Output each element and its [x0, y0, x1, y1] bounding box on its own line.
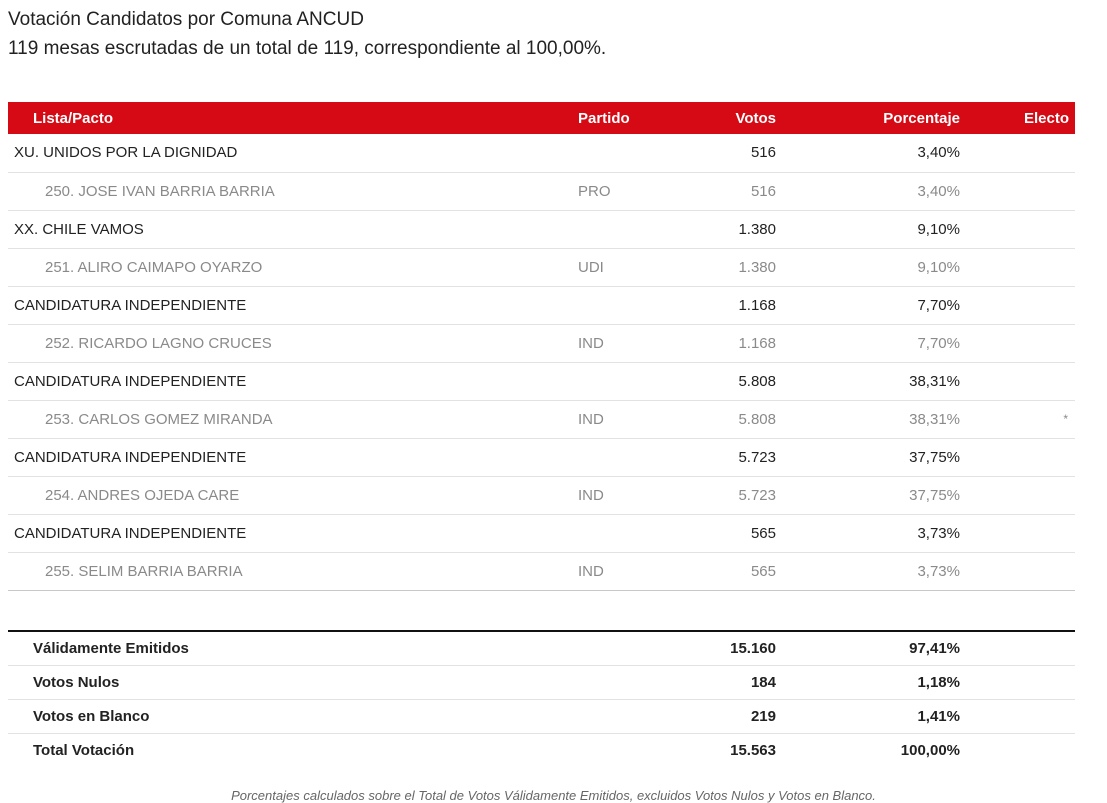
- cell-votes: 1.168: [738, 334, 776, 352]
- cell-party: [571, 362, 691, 400]
- totals-votes: 184: [750, 673, 776, 691]
- totals-label: Votos Nulos: [33, 673, 120, 691]
- totals-percentage: 1,18%: [917, 673, 960, 691]
- cell-percentage: 9,10%: [917, 258, 960, 276]
- totals-percentage: 97,41%: [909, 639, 960, 657]
- cell-votes: 565: [750, 524, 776, 542]
- cell-percentage: 7,70%: [917, 296, 960, 314]
- totals-empty: [960, 631, 1075, 665]
- totals-votes: 15.563: [730, 741, 776, 759]
- totals-table: [8, 630, 1075, 767]
- column-header-votos[interactable]: Votos: [735, 109, 776, 127]
- cell-name: XU. UNIDOS POR LA DIGNIDAD: [14, 144, 238, 162]
- cell-party: [571, 210, 691, 248]
- list-group-row: [8, 286, 1075, 324]
- cell-percentage: 9,10%: [917, 220, 960, 238]
- results-table: [8, 102, 1075, 591]
- totals-votes: 15.160: [730, 639, 776, 657]
- cell-percentage: 38,31%: [909, 410, 960, 428]
- footnote: Porcentajes calculados sobre el Total de Votos Válidamente Emitidos, excluidos Votos Nulos y Votos en Blanco.: [231, 788, 876, 803]
- cell-percentage: 37,75%: [909, 486, 960, 504]
- list-group-row: [8, 210, 1075, 248]
- page-subtitle: 119 mesas escrutadas de un total de 119, correspondiente al 100,00%.: [8, 38, 607, 59]
- cell-elected: [960, 514, 1075, 552]
- cell-party: IND: [578, 410, 604, 428]
- totals-row: [8, 699, 1075, 733]
- cell-name: 255. SELIM BARRIA BARRIA: [45, 562, 243, 580]
- totals-label: Válidamente Emitidos: [33, 639, 189, 657]
- candidate-row: [8, 172, 1075, 210]
- results-body: [8, 134, 1075, 590]
- totals-row: [8, 733, 1075, 767]
- column-header-porcentaje[interactable]: Porcentaje: [883, 109, 960, 127]
- cell-name: CANDIDATURA INDEPENDIENTE: [14, 524, 247, 542]
- cell-name: 254. ANDRES OJEDA CARE: [45, 486, 240, 504]
- totals-votes: 219: [750, 707, 776, 725]
- totals-body: [8, 631, 1075, 767]
- cell-name: 251. ALIRO CAIMAPO OYARZO: [45, 258, 263, 276]
- totals-label: Votos en Blanco: [33, 707, 150, 725]
- cell-name: CANDIDATURA INDEPENDIENTE: [14, 296, 247, 314]
- cell-party: PRO: [578, 182, 611, 200]
- totals-empty: [960, 665, 1075, 699]
- list-group-row: [8, 134, 1075, 172]
- cell-party: [571, 286, 691, 324]
- cell-votes: 516: [750, 144, 776, 162]
- column-header-lista[interactable]: Lista/Pacto: [33, 109, 114, 127]
- cell-party: [571, 438, 691, 476]
- cell-percentage: 3,73%: [917, 524, 960, 542]
- cell-party: IND: [578, 334, 604, 352]
- list-group-row: [8, 514, 1075, 552]
- totals-row: [8, 665, 1075, 699]
- candidate-row: [8, 248, 1075, 286]
- cell-elected: [960, 134, 1075, 172]
- cell-votes: 1.168: [738, 296, 776, 314]
- cell-votes: 5.723: [738, 486, 776, 504]
- cell-name: CANDIDATURA INDEPENDIENTE: [14, 448, 247, 466]
- page-title: Votación Candidatos por Comuna ANCUD: [8, 9, 364, 30]
- cell-votes: 565: [750, 562, 776, 580]
- cell-elected: [960, 172, 1075, 210]
- cell-votes: 5.723: [738, 448, 776, 466]
- cell-percentage: 7,70%: [917, 334, 960, 352]
- cell-name: CANDIDATURA INDEPENDIENTE: [14, 372, 247, 390]
- cell-name: 253. CARLOS GOMEZ MIRANDA: [45, 410, 273, 428]
- cell-name: 252. RICARDO LAGNO CRUCES: [45, 334, 272, 352]
- cell-party: UDI: [578, 258, 604, 276]
- cell-elected: [960, 476, 1075, 514]
- totals-percentage: 100,00%: [900, 741, 960, 759]
- cell-votes: 1.380: [738, 220, 776, 238]
- candidate-row: [8, 476, 1075, 514]
- cell-votes: 5.808: [738, 410, 776, 428]
- totals-row: [8, 631, 1075, 665]
- cell-percentage: 37,75%: [909, 448, 960, 466]
- cell-elected: [960, 438, 1075, 476]
- cell-votes: 5.808: [738, 372, 776, 390]
- candidate-row: [8, 400, 1075, 438]
- cell-elected: [960, 286, 1075, 324]
- cell-votes: 516: [750, 182, 776, 200]
- cell-percentage: 3,73%: [917, 562, 960, 580]
- cell-party: [571, 514, 691, 552]
- list-group-row: [8, 438, 1075, 476]
- cell-elected: [960, 552, 1075, 590]
- cell-elected: *: [1063, 412, 1068, 426]
- cell-percentage: 3,40%: [917, 182, 960, 200]
- cell-elected: [960, 248, 1075, 286]
- cell-elected: [960, 362, 1075, 400]
- totals-percentage: 1,41%: [917, 707, 960, 725]
- cell-party: IND: [578, 486, 604, 504]
- cell-party: IND: [578, 562, 604, 580]
- totals-empty: [960, 733, 1075, 767]
- table-header-row: [8, 102, 1075, 134]
- list-group-row: [8, 362, 1075, 400]
- cell-name: 250. JOSE IVAN BARRIA BARRIA: [45, 182, 275, 200]
- totals-label: Total Votación: [33, 741, 135, 759]
- totals-empty: [960, 699, 1075, 733]
- candidate-row: [8, 324, 1075, 362]
- cell-name: XX. CHILE VAMOS: [14, 220, 144, 238]
- cell-elected: [960, 324, 1075, 362]
- candidate-row: [8, 552, 1075, 590]
- cell-elected: [960, 210, 1075, 248]
- cell-percentage: 38,31%: [909, 372, 960, 390]
- column-header-partido[interactable]: Partido: [578, 109, 630, 127]
- cell-party: [571, 134, 691, 172]
- cell-percentage: 3,40%: [917, 144, 960, 162]
- cell-votes: 1.380: [738, 258, 776, 276]
- column-header-electo[interactable]: Electo: [1023, 109, 1069, 127]
